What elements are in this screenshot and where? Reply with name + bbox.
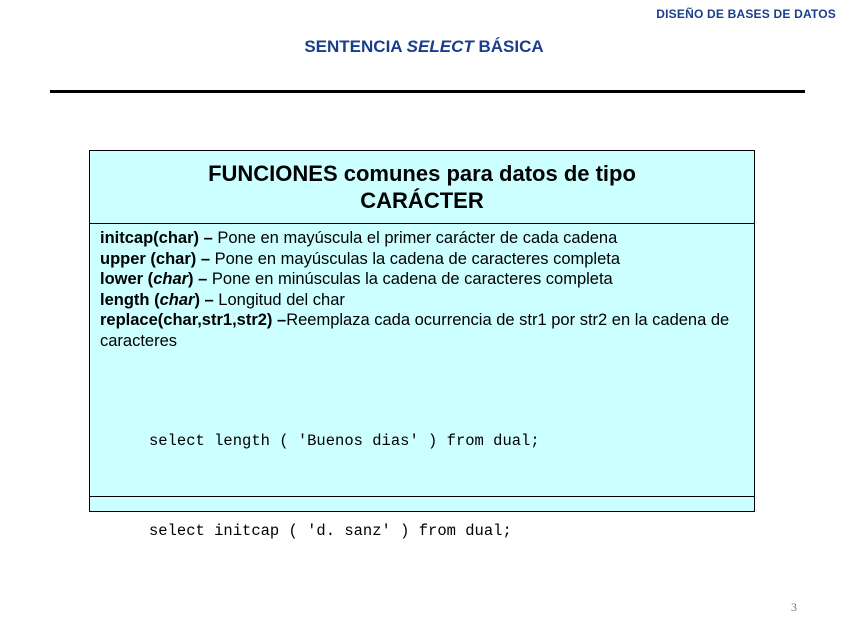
function-item-initcap <box>100 228 744 249</box>
function-description: Pone en mayúsculas la cadena de caracteres completa <box>214 249 621 268</box>
code-example-block <box>100 366 744 606</box>
function-name-text: upper (char) <box>100 249 197 268</box>
panel-heading-line-2: CARÁCTER <box>360 188 484 213</box>
panel-heading <box>90 151 754 224</box>
title-part-3: BÁSICA <box>473 37 544 56</box>
function-arg: char <box>159 290 195 309</box>
function-name-text: length ( <box>100 290 160 309</box>
code-line-1: select length ( 'Buenos dias' ) from dual; <box>149 432 540 450</box>
function-arg: char <box>153 270 189 288</box>
title-part-2: SELECT <box>406 37 474 56</box>
function-name-close: ) <box>194 290 200 309</box>
function-name <box>100 311 286 329</box>
function-separator: – <box>199 290 219 309</box>
function-item-length <box>100 290 744 311</box>
function-item-lower <box>100 269 744 290</box>
functions-panel <box>89 150 755 540</box>
function-description: Pone en mayúscula el primer carácter de cada cadena <box>217 229 618 247</box>
function-name <box>100 250 215 268</box>
function-name-text: initcap(char) <box>100 229 200 247</box>
slide-title <box>0 37 848 57</box>
function-name-text: lower ( <box>100 270 154 288</box>
function-name <box>100 270 212 288</box>
page-number: 3 <box>791 600 797 614</box>
code-line-2: select initcap ( 'd. sanz' ) from dual; <box>149 522 512 540</box>
function-name-text: replace(char,str1,str2) <box>100 311 273 329</box>
function-description: Pone en minúsculas la cadena de caracteres completa <box>211 270 613 288</box>
function-separator: – <box>193 270 212 288</box>
function-separator: – <box>199 229 218 247</box>
function-description: Longitud del char <box>218 290 345 309</box>
function-item-upper <box>100 249 744 270</box>
function-name <box>100 229 217 247</box>
function-name-close: ) <box>188 270 194 288</box>
title-part-1: SENTENCIA <box>304 37 407 56</box>
function-item-replace <box>100 310 744 351</box>
header-tag: DISEÑO DE BASES DE DATOS <box>656 7 836 21</box>
function-separator: – <box>196 249 215 268</box>
title-divider <box>50 90 805 93</box>
function-separator: – <box>272 311 287 329</box>
panel-heading-line-1: FUNCIONES comunes para datos de tipo <box>208 161 636 186</box>
function-name <box>100 291 218 309</box>
panel-body <box>90 224 754 540</box>
function-description: Reemplaza cada ocurrencia de str1 por str2 en la cadena de caracteres <box>100 311 730 350</box>
